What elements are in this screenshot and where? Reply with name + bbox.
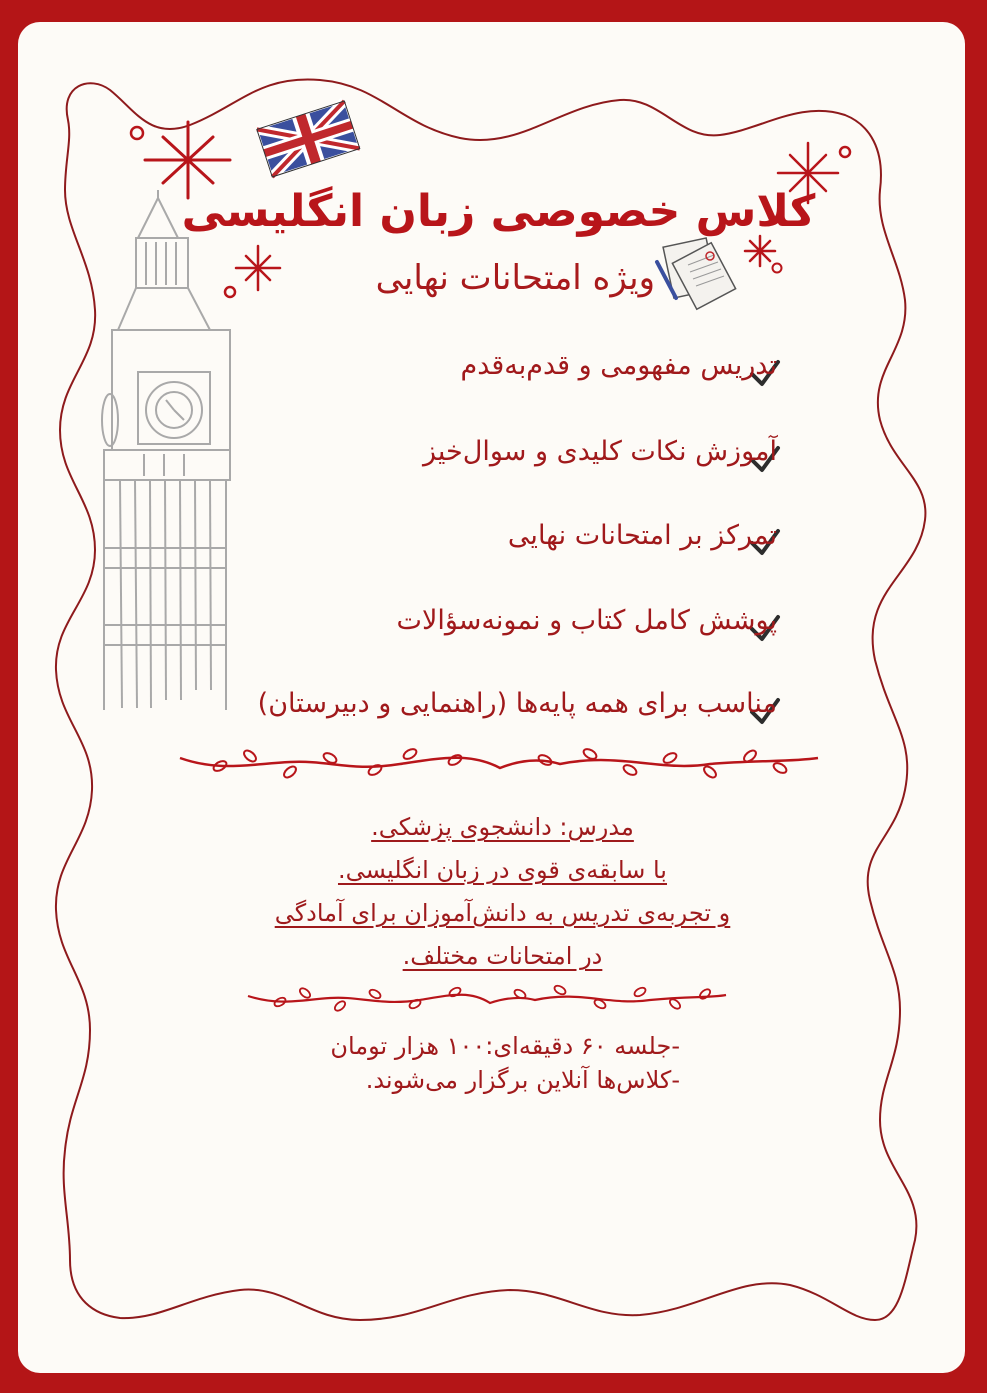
circle-dot-icon — [131, 127, 143, 139]
vine-divider — [180, 747, 818, 780]
big-ben-illustration — [102, 190, 230, 710]
instructor-line: در امتحانات مختلف. — [402, 942, 603, 970]
sparkle-icon — [745, 236, 775, 266]
feature-item — [258, 688, 777, 719]
circle-dot-icon — [840, 147, 850, 157]
class-notes — [300, 1029, 680, 1097]
feature-item — [423, 436, 777, 467]
circle-dot-icon — [225, 287, 235, 297]
instructor-line: مدرس: دانشجوی پزشکی. — [371, 813, 634, 841]
feature-label: تدریس مفهومی و قدم‌به‌قدم — [460, 350, 777, 381]
exam-papers-icon — [657, 238, 736, 309]
feature-label: آموزش نکات کلیدی و سوال‌خیز — [422, 436, 777, 467]
feature-label: مناسب برای همه پایه‌ها (راهنمایی و دبیرستان) — [257, 688, 777, 719]
sparkle-icon — [236, 246, 280, 290]
circle-dot-icon — [773, 264, 782, 273]
instructor-info — [0, 806, 987, 978]
instructor-line: با سابقه‌ی قوی در زبان انگلیسی. — [337, 856, 667, 884]
feature-label: تمرکز بر امتحانات نهایی — [507, 520, 777, 551]
poster-title: کلاس خصوصی زبان انگلیسی — [181, 186, 816, 237]
feature-item — [397, 605, 777, 636]
poster-subtitle: ویژه امتحانات نهایی — [375, 258, 655, 298]
feature-item — [460, 350, 777, 381]
instructor-line: و تجربه‌ی تدریس به دانش‌آموزان برای آمادگی — [274, 899, 731, 927]
online-note: -کلاس‌ها آنلاین برگزار می‌شوند. — [365, 1066, 680, 1094]
vine-divider — [248, 984, 726, 1013]
feature-item — [508, 520, 777, 551]
price-note: -جلسه ۶۰ دقیقه‌ای:۱۰۰ هزار تومان — [330, 1032, 680, 1060]
feature-label: پوشش کامل کتاب و نمونه‌سؤالات — [396, 605, 777, 636]
uk-flag-icon — [257, 101, 360, 177]
